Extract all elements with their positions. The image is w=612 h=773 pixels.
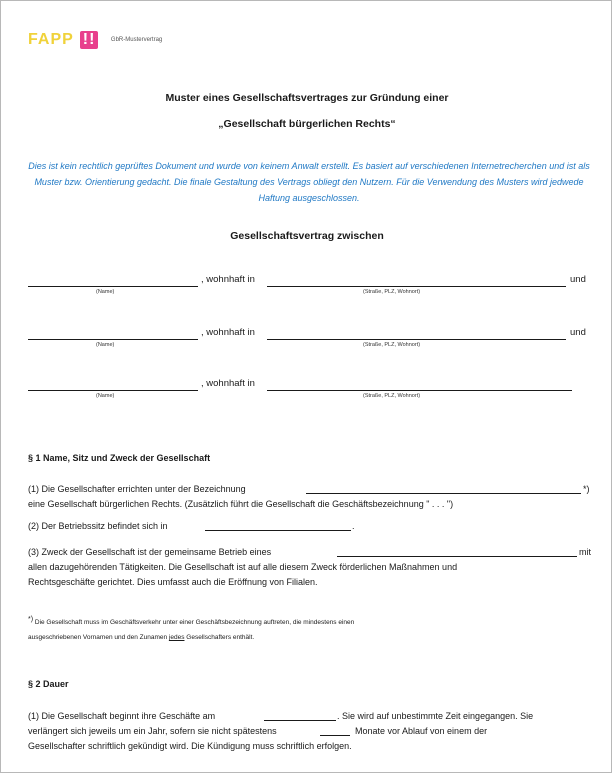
paragraph-line [28,545,590,560]
footnote-text: Die Gesellschaft muss im Geschäftsverkehr unter einer Geschäftsbezeichnung auftreten, die mindestens einen [33,619,355,627]
paragraph-text: . Sie wird auf unbestimmte Zeit eingegangen. Sie [337,711,534,721]
paragraph-text: (1) Die Gesellschafter errichten unter der Bezeichnung [28,484,246,494]
footnote-line [28,630,590,645]
name-field-3[interactable] [28,390,198,391]
logo-text-2: !! [80,31,99,49]
address-field-2[interactable] [267,339,566,340]
footnote-mark: *) [28,616,34,623]
paragraph-text: (3) Zweck der Gesellschaft ist der gemeinsame Betrieb eines [28,547,272,557]
name-caption: (Name) [96,393,115,399]
paragraph-text: (2) Der Betriebssitz befindet sich in [28,521,168,531]
section-2-paragraph-1 [28,709,590,754]
und-label: und [570,327,586,338]
address-caption: (Straße, PLZ, Wohnort) [363,289,421,295]
footnote-text: ausgeschriebenen Vornamen und den Zunamen [28,634,169,642]
footnote-text: Gesellschafters enthält. [184,634,255,642]
business-purpose-field[interactable] [337,556,577,557]
document-subtitle: „Gesellschaft bürgerlichen Rechts“ [218,118,396,130]
wohnhaft-label: , wohnhaft in [201,274,255,285]
wohnhaft-label: , wohnhaft in [201,378,255,389]
paragraph-text: verlängert sich jeweils um ein Jahr, sofern sie nicht spätestens [28,726,277,736]
business-location-field[interactable] [205,530,351,531]
company-name-field[interactable] [306,493,581,494]
footnote-emphasis: jedes [168,634,185,642]
section-1-paragraph-3 [28,545,590,590]
notice-months-field[interactable] [320,735,350,736]
paragraph-text: (1) Die Gesellschaft beginnt ihre Geschäfte am [28,711,216,721]
paragraph-line [28,709,590,724]
section-1-heading: § 1 Name, Sitz und Zweck der Gesellschaft [28,453,211,463]
start-date-field[interactable] [264,720,336,721]
document-tag: GbR-Mustervertrag [110,37,163,43]
paragraph-line: Gesellschafter schriftlich gekündigt wird. Die Kündigung muss schriftlich erfolgen. [28,741,352,751]
address-field-3[interactable] [267,390,572,391]
footnote [28,612,590,645]
name-field-1[interactable] [28,286,198,287]
section-2-heading: § 2 Dauer [28,679,69,689]
wohnhaft-label: , wohnhaft in [201,327,255,338]
und-label: und [570,274,586,285]
footnote-line [28,612,590,630]
section-1-paragraph-2 [28,519,590,534]
paragraph-end: . [352,521,355,531]
paragraph-line [28,482,590,497]
name-caption: (Name) [96,342,115,348]
address-caption: (Straße, PLZ, Wohnort) [363,342,421,348]
logo [28,31,98,49]
paragraph-line [28,724,590,739]
name-caption: (Name) [96,289,115,295]
logo-text-1: FAPP [28,31,74,48]
address-caption: (Straße, PLZ, Wohnort) [363,393,421,399]
paragraph-text: Monate vor Ablauf von einem der [355,726,488,736]
paragraph-line: allen dazugehörenden Tätigkeiten. Die Gesellschaft ist auf alle diesem Zweck förderlichen Maßnahmen und [28,562,458,572]
paragraph-line: Rechtsgeschäfte gerichtet. Dies umfasst auch die Eröffnung von Filialen. [28,577,318,587]
party-2 [28,327,593,357]
address-field-1[interactable] [267,286,566,287]
section-1-paragraph-1 [28,482,590,512]
paragraph-line: eine Gesellschaft bürgerlichen Rechts. (Zusätzlich führt die Gesellschaft die Geschäftsbezeichnung " . . . ") [28,499,454,509]
paragraph-text: mit [579,547,591,557]
header [28,31,162,55]
document-title: Muster eines Gesellschaftsvertrages zur Gründung einer [165,92,449,104]
party-1 [28,274,593,304]
contract-title: Gesellschaftsvertrag zwischen [230,230,384,242]
paragraph-line [28,519,590,534]
disclaimer: Dies ist kein rechtlich geprüftes Dokument und wurde von keinem Anwalt erstellt. Es basiert auf verschiedenen Internetrecherchen und ist als Muster bzw. Orientierung gedacht. Die finale Gestaltung des Vertrags obliegt den Nutzern. Für die Verwendung des Musters wird jedwede Haftung ausgeschlossen. [28,161,590,203]
name-field-2[interactable] [28,339,198,340]
party-3 [28,378,593,408]
footnote-ref: *) [583,484,590,494]
